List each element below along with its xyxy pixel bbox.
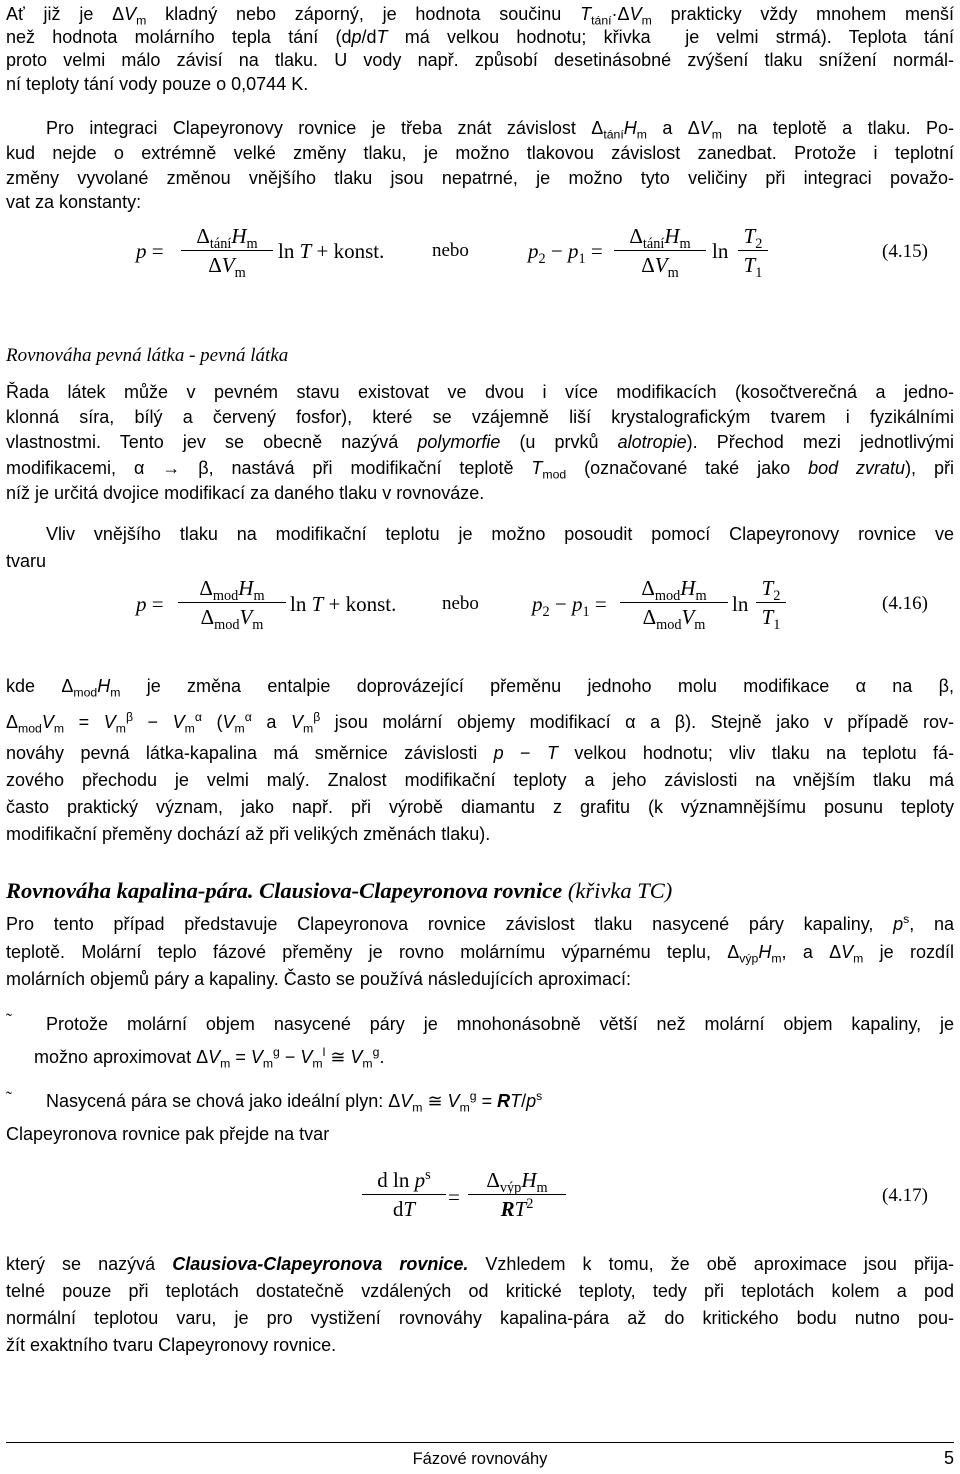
eq416-rest: ln T + konst.: [290, 592, 397, 616]
kde-line-1: kde $\Delta_{mod}H_m$ je změna entalpie doprovázející přeměnu jednoho molu modifikace α na β,: [6, 676, 954, 700]
eq415-lhs: p =: [136, 239, 164, 263]
intro-line-2: než hodnota molárního tepla tání (dp/dT má velkou hodnotu; křivka je velmi strmá). Teplota tání: [6, 27, 954, 47]
solid-line-1: Řada látek může v pevném stavu existovat ve dvou i více modifikacích (kosočtverečná a jedno-: [6, 382, 954, 402]
section-heading-liquid-vapor: Rovnováha kapalina-pára. Clausiova-Clapeyronova rovnice (křivka TC): [6, 878, 673, 903]
eq415-number: (4.15): [882, 241, 928, 262]
intro-line-4: ní teploty tání vody pouze o 0,0744 K.: [6, 74, 309, 94]
bullet1-line-a: Protože molární objem nasycené páry je mnohonásobně větší než molární objem kapaliny, je: [46, 1014, 954, 1034]
liquid-line-3: molárních objemů páry a kapaliny. Často se používá následujících aproximací:: [6, 969, 631, 989]
footer-rule: [6, 1442, 954, 1443]
page-number: 5: [943, 1448, 954, 1468]
kde-line-4: zového přechodu je velmi malý. Znalost modifikační teploty a jeho závislosti na vnějším tlaku má: [6, 770, 954, 790]
bullet1-line-b: možno aproximovat $\Delta V_m = V_m^g - V_m^l$ ≅ $V_m^g$.: [34, 1045, 385, 1071]
subtitle-solid-solid: Rovnováha pevná látka - pevná látka: [6, 345, 289, 366]
kde-line-5: často praktický význam, jako např. při výrobě diamantu z grafitu (k významnějšímu posunu teploty: [6, 797, 954, 817]
eq417-fraction-left: d $\ln p^s$ dT: [362, 1168, 446, 1221]
solid-line-4: modifikacemi, α → β, nastává při modifikační teplotě $T_{mod}$ (označované také jako bod zvratu), při: [6, 458, 954, 482]
kde-line-6: modifikační přeměny dochází až při velikých změnách tlaku).: [6, 824, 491, 844]
vliv-line-2: tvaru: [6, 551, 47, 571]
integration-line-4: vat za konstanty:: [6, 192, 142, 212]
solid-line-2: klonná síra, bílý a červený fosfor), které se vzájemně liší krystalografickým tvarem i fyzikálními: [6, 407, 954, 427]
eq415-ln: ln: [712, 239, 729, 263]
integration-line-1: Pro integraci Clapeyronovy rovnice je třeba znát závislost $\Delta_{tání}H_m$ a $\Delta V_m$ na teplotě a tlaku. Po-: [46, 118, 954, 142]
eq416-nebo: nebo: [442, 593, 479, 614]
integration-line-3: změny vyvolané změnou vnějšího tlaku jsou nepatrné, je možno tyto veličiny při integraci považo-: [6, 168, 954, 188]
eq415-nebo: nebo: [432, 240, 469, 261]
final-line-4: žít exaktního tvaru Clapeyronovy rovnice.: [6, 1335, 337, 1355]
solid-line-3: vlastnostmi. Tento jev se obecně nazývá polymorfie (u prvků alotropie). Přechod mezi jednotlivými: [6, 432, 954, 452]
eq416-lhs: p =: [136, 592, 164, 616]
liquid-line-2: teplotě. Molární teplo fázové přeměny je rovno molárnímu výparnému teplu, $\Delta_{výp}H_m$, a $\Delta V_m$ je rozdíl: [6, 942, 954, 966]
eq416-temperature-ratio: $T_2$ $T_1$: [756, 576, 786, 629]
liquid-line-1: Pro tento případ představuje Clapeyronova rovnice závislost tlaku nasycené páry kapaliny, $p^s$, na: [6, 912, 955, 934]
eq416-lhs2: $p_2 - p_1$ =: [532, 592, 607, 621]
intro-line-1: Ať již je $\Delta V_m$ kladný nebo záporný, je hodnota součinu $T_{tání}\cdot\Delta V_m$ prakticky vždy mnohem menší: [6, 4, 954, 28]
kde-line-2: $\Delta_{mod}V_m = V_m^\beta - V_m^\alpha$ ($V_m^\alpha$ a $V_m^\beta$ jsou molární objemy modifikací α a β). Stejně jako v případě rov-: [6, 710, 955, 736]
bullet-marker-1: ˜: [6, 1010, 12, 1030]
eq417-equals: =: [448, 1185, 460, 1209]
final-line-3: normální teplotou varu, je pro vystižení rovnováhy kapalina-pára až do kritického bodu nutno pou-: [6, 1308, 954, 1328]
eq415-fraction: $\Delta_{tání}H_m$ $\Delta V_m$: [181, 224, 273, 277]
integration-line-2: kud nejde o extrémně velké změny tlaku, je možno tlakovou závislost zanedbat. Protože i teplotní: [6, 143, 954, 163]
solid-line-5: níž je určitá dvojice modifikací za daného tlaku v rovnováze.: [6, 483, 485, 503]
bullet2-line: Nasycená pára se chová jako ideální plyn: $\Delta V_m$ ≅ $V_m^g = RT/p^s$: [46, 1089, 543, 1115]
eq417-fraction-right: $\Delta_{výp}H_m$ $RT^2$: [468, 1168, 566, 1221]
vliv-line-1: Vliv vnějšího tlaku na modifikační teplotu je možno posoudit pomocí Clapeyronovy rovnice ve: [46, 524, 954, 544]
eq416-fraction: $\Delta_{mod}H_m$ $\Delta_{mod}V_m$: [178, 576, 286, 629]
eq415-fraction2: $\Delta_{tání}H_m$ $\Delta V_m$: [614, 224, 706, 277]
eq417-number: (4.17): [882, 1185, 928, 1206]
final-line-1: který se nazývá Clausiova-Clapeyronova rovnice. Vzhledem k tomu, že obě aproximace jsou přija-: [6, 1254, 954, 1274]
bullet-marker-2: ˜: [6, 1088, 12, 1108]
eq416-ln: ln: [732, 592, 749, 616]
kde-line-3: nováhy pevná látka-kapalina má směrnice závislosti p − T velkou hodnotu; vliv tlaku na teplotu fá-: [6, 743, 955, 763]
final-line-2: telné pouze při teplotách dostatečně vzdálených od kritické teploty, tedy při teplotách kolem a pod: [6, 1281, 954, 1301]
eq416-fraction2: $\Delta_{mod}H_m$ $\Delta_{mod}V_m$: [620, 576, 728, 629]
intro-line-3: proto velmi málo závisí na tlaku. U vody např. způsobí desetinásobné zvýšení tlaku snížení normál-: [6, 50, 954, 70]
eq415-lhs2: $p_2 - p_1$ =: [528, 239, 603, 268]
eq416-number: (4.16): [882, 593, 928, 614]
footer-title: Fázové rovnováhy: [412, 1450, 548, 1468]
eq415-rest: ln T + konst.: [278, 239, 385, 263]
eq415-temperature-ratio: $T_2$ $T_1$: [738, 224, 768, 277]
clapeyron-transition-line: Clapeyronova rovnice pak přejde na tvar: [6, 1124, 330, 1144]
document-page: [6, 0, 954, 1474]
